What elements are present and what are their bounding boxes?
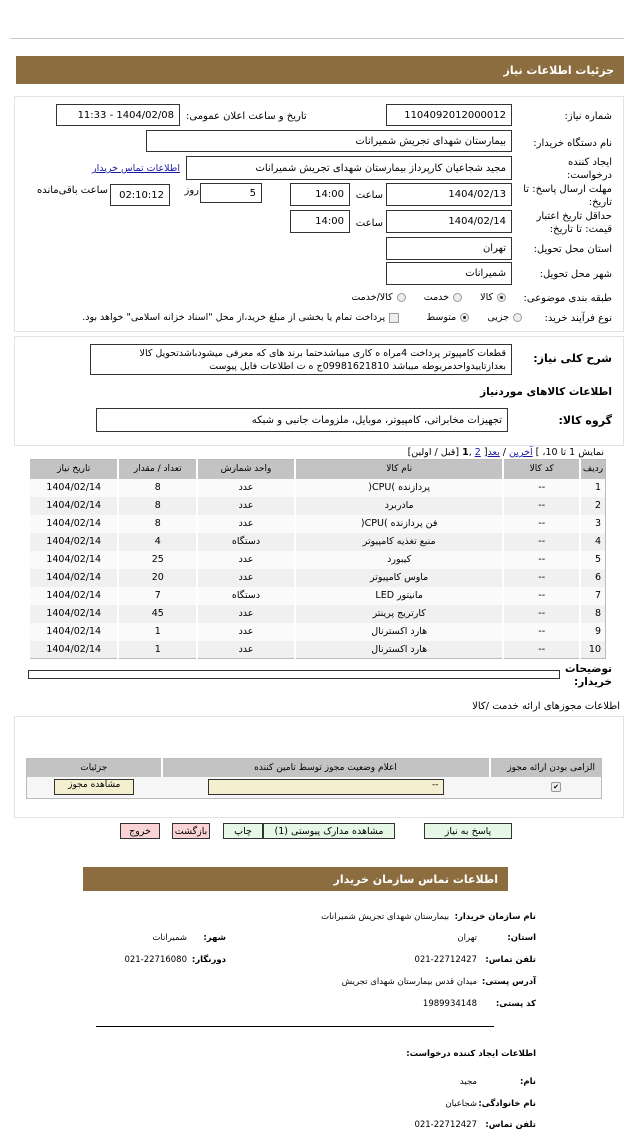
pagination-page-1: 1 xyxy=(462,447,469,458)
cell-name: هارد اکسترنال xyxy=(295,641,503,659)
table-row xyxy=(29,551,606,569)
radio-goods-service[interactable]: کالا/خدمت xyxy=(351,292,405,303)
description-field xyxy=(90,344,512,375)
pagination-last[interactable]: آخرین xyxy=(509,447,533,458)
table-row xyxy=(29,641,606,659)
need-number-field: 1104092012000012 xyxy=(386,104,512,126)
cell-name: منبع تغذیه کامپیوتر xyxy=(295,533,503,551)
validity-date-field: 1404/02/14 xyxy=(386,210,512,233)
table-row xyxy=(29,605,606,623)
remaining-label: ساعت باقی‌مانده xyxy=(36,185,108,196)
col-permit-status: اعلام وضعیت مجوز توسط تامین کننده xyxy=(162,759,490,777)
cell-code: -- xyxy=(503,515,580,533)
table-row xyxy=(29,533,606,551)
announce-field: 1404/02/08 - 11:33 xyxy=(56,104,180,126)
cell-unit: عدد xyxy=(197,641,295,659)
pagination-comma: , xyxy=(468,447,475,458)
buyer-org-field: بیمارستان شهدای تجریش شمیرانات xyxy=(146,130,512,152)
cell-row: 7 xyxy=(580,587,606,605)
cell-code: -- xyxy=(503,479,580,497)
goods-section-title: اطلاعات کالاهای موردنیاز xyxy=(480,386,612,398)
buyer-notes-label: توضیحات خریدار: xyxy=(564,663,612,688)
cell-qty: 20 xyxy=(118,569,197,587)
pagination-next[interactable]: بعد xyxy=(487,447,500,458)
family-label: نام خانوادگی: xyxy=(478,1099,536,1109)
cell-unit: دستگاه xyxy=(197,587,295,605)
exit-button[interactable]: خروج xyxy=(120,823,160,839)
reply-button[interactable]: پاسخ به نیاز xyxy=(424,823,512,839)
cell-unit: عدد xyxy=(197,623,295,641)
treasury-note: پرداخت تمام یا بخشی از مبلغ خرید،از محل "اسناد خزانه اسلامی" خواهد بود. xyxy=(82,312,386,323)
fax-label: دورنگار: xyxy=(191,955,226,965)
permits-table xyxy=(26,758,602,799)
cell-unit: عدد xyxy=(197,515,295,533)
city-label: شهر: xyxy=(203,933,226,943)
pagination-sep: / xyxy=(499,447,509,458)
pagination-bracket: [ xyxy=(483,447,488,458)
view-permit-button[interactable]: مشاهده مجوز xyxy=(54,779,134,795)
cell-date: 1404/02/14 xyxy=(29,623,118,641)
cell-row: 1 xyxy=(580,479,606,497)
validity-label: حداقل تاریخ اعتبار قیمت: تا تاریخ: xyxy=(536,211,612,235)
province-value: تهران xyxy=(457,933,477,943)
cell-name: مادربرد xyxy=(295,497,503,515)
cell-qty: 8 xyxy=(118,479,197,497)
postal-label: کد پستی: xyxy=(495,999,536,1009)
deadline-date-field: 1404/02/13 xyxy=(386,183,512,206)
cell-name: پردازنده )CPU( xyxy=(295,479,503,497)
process-label: نوع فرآیند خرید: xyxy=(544,313,612,324)
col-row: ردیف xyxy=(580,460,606,479)
name-value: مجید xyxy=(459,1077,477,1087)
city-value: شمیرانات xyxy=(152,933,187,943)
radio-minor[interactable]: جزیی xyxy=(487,312,522,323)
cell-qty: 7 xyxy=(118,587,197,605)
cell-code: -- xyxy=(503,641,580,659)
col-permit-details: جزئیات xyxy=(80,762,108,773)
creator-field: مجید شجاعیان کارپرداز بیمارستان شهدای تجریش شمیرانات xyxy=(186,156,512,180)
description-line: بعدازتاییدواحدمربوطه میباشد 09981621810ج ه ت اطلاعات فایل پیوست xyxy=(209,361,506,372)
cell-name: ماوس کامپیوتر xyxy=(295,569,503,587)
cell-unit: عدد xyxy=(197,569,295,587)
table-row xyxy=(29,623,606,641)
phone-value: 021-22712427 xyxy=(414,955,477,965)
creator-info-title: اطلاعات ایجاد کننده درخواست: xyxy=(406,1049,536,1059)
page-title: جزئیات اطلاعات نیاز xyxy=(16,56,624,84)
pagination xyxy=(408,447,604,458)
pagination-page-2[interactable]: 2 xyxy=(474,447,481,458)
days-field: 5 xyxy=(200,183,262,203)
col-permit-required: الزامی بودن ارائه مجوز xyxy=(507,762,595,773)
cell-qty: 25 xyxy=(118,551,197,569)
col-code: کد کالا xyxy=(503,460,580,479)
cell-unit: دستگاه xyxy=(197,533,295,551)
cell-qty: 4 xyxy=(118,533,197,551)
cell-row: 9 xyxy=(580,623,606,641)
cell-name: فن پردازنده )CPU( xyxy=(295,515,503,533)
cell-code: -- xyxy=(503,587,580,605)
cell-date: 1404/02/14 xyxy=(29,479,118,497)
cell-code: -- xyxy=(503,569,580,587)
table-row xyxy=(29,587,606,605)
validity-time-field: 14:00 xyxy=(290,210,350,233)
pagination-prev-first: [قبل / اولین] xyxy=(407,447,463,458)
goods-group-label: گروه کالا: xyxy=(558,414,612,427)
radio-goods[interactable]: کالا xyxy=(480,292,506,303)
pagination-info: نمایش 1 تا 10، ] xyxy=(535,447,604,458)
contact-org-row xyxy=(321,912,536,922)
description-label: شرح کلی نیاز: xyxy=(533,352,612,365)
cell-code: -- xyxy=(503,623,580,641)
province-label: استان محل تحویل: xyxy=(533,244,612,255)
attachments-button[interactable]: مشاهده مدارک پیوستی (1) xyxy=(263,823,395,839)
cell-name: هارد اکسترنال xyxy=(295,623,503,641)
table-row xyxy=(29,497,606,515)
city-label: شهر محل تحویل: xyxy=(539,269,612,280)
cell-row: 8 xyxy=(580,605,606,623)
cell-row: 10 xyxy=(580,641,606,659)
org-value: بیمارستان شهدای تجریش شمیرانات xyxy=(321,912,450,922)
radio-medium[interactable]: متوسط xyxy=(426,312,469,323)
col-name: نام کالا xyxy=(295,460,503,479)
cell-code: -- xyxy=(503,533,580,551)
goods-table-header xyxy=(29,460,606,479)
cell-unit: عدد xyxy=(197,551,295,569)
address-value: میدان قدس بیمارستان شهدای تجریش xyxy=(341,977,477,987)
cell-qty: 1 xyxy=(118,641,197,659)
cell-date: 1404/02/14 xyxy=(29,587,118,605)
goods-group-field: تجهیزات مخابراتی، کامپیوتر، موبایل، ملزومات جانبی و شبکه xyxy=(96,408,508,432)
org-label: نام سازمان خریدار: xyxy=(454,912,536,922)
address-label: آدرس پستی: xyxy=(481,977,536,987)
cell-code: -- xyxy=(503,605,580,623)
cell-unit: عدد xyxy=(197,497,295,515)
buyer-contact-link[interactable]: اطلاعات تماس خریدار xyxy=(91,163,180,174)
cell-unit: عدد xyxy=(197,605,295,623)
name-label: نام: xyxy=(519,1077,536,1087)
contact-title: اطلاعات تماس سازمان خریدار xyxy=(83,867,508,891)
table-row xyxy=(29,515,606,533)
description-line: قطعات کامپیوتر پرداخت 4مراه ه کاری میباشدحتما برند های که معرفی میشودباشدتحویل کالا xyxy=(139,348,506,359)
family-value: شجاعیان xyxy=(445,1099,477,1109)
cell-row: 6 xyxy=(580,569,606,587)
creator-phone-value: 021-22712427 xyxy=(414,1120,477,1130)
cell-row: 3 xyxy=(580,515,606,533)
creator-phone-label: تلفن تماس: xyxy=(485,1120,536,1130)
province-field: تهران xyxy=(386,237,512,260)
buyer-org-label: نام دستگاه خریدار: xyxy=(533,138,612,149)
validity-time-label: ساعت xyxy=(355,218,383,229)
cell-name: کارتریج پرینتر xyxy=(295,605,503,623)
treasury-checkbox[interactable] xyxy=(385,312,399,323)
col-unit: واحد شمارش xyxy=(197,460,295,479)
deadline-label: مهلت ارسال پاسخ: تا تاریخ: xyxy=(523,184,612,208)
days-label: روز xyxy=(184,185,199,196)
postal-value: 1989934148 xyxy=(422,999,477,1009)
col-date: تاریخ نیاز xyxy=(29,460,118,479)
cell-date: 1404/02/14 xyxy=(29,497,118,515)
phone-label: تلفن تماس: xyxy=(485,955,536,965)
cell-row: 4 xyxy=(580,533,606,551)
cell-date: 1404/02/14 xyxy=(29,605,118,623)
print-button[interactable]: چاپ xyxy=(223,823,263,839)
creator-label: ایجاد کننده درخواست: xyxy=(567,157,612,181)
cell-date: 1404/02/14 xyxy=(29,515,118,533)
cell-date: 1404/02/14 xyxy=(29,533,118,551)
permit-required-checkbox: ✔ xyxy=(551,782,561,792)
cell-date: 1404/02/14 xyxy=(29,569,118,587)
col-qty: تعداد / مقدار xyxy=(118,460,197,479)
top-divider xyxy=(10,38,624,39)
cell-row: 5 xyxy=(580,551,606,569)
cell-qty: 1 xyxy=(118,623,197,641)
province-label: استان: xyxy=(507,933,536,943)
fax-value: 021-22716080 xyxy=(124,955,187,965)
cell-unit: عدد xyxy=(197,479,295,497)
table-row xyxy=(29,479,606,497)
remaining-time-field: 02:10:12 xyxy=(110,184,170,206)
cell-date: 1404/02/14 xyxy=(29,551,118,569)
cell-row: 2 xyxy=(580,497,606,515)
need-number-label: شماره نیاز: xyxy=(564,111,612,122)
permits-title: اطلاعات مجوزهای ارائه خدمت /کالا xyxy=(472,701,620,712)
process-radio-group xyxy=(82,312,522,323)
cell-name: کیبورد xyxy=(295,551,503,569)
buyer-notes-field xyxy=(28,670,560,679)
category-radio-group xyxy=(351,292,506,303)
cell-qty: 8 xyxy=(118,497,197,515)
cell-date: 1404/02/14 xyxy=(29,641,118,659)
permit-status-field: -- xyxy=(208,779,444,795)
cell-code: -- xyxy=(503,551,580,569)
back-button[interactable]: بازگشت xyxy=(172,823,210,839)
cell-name: مانیتور LED xyxy=(295,587,503,605)
table-row xyxy=(29,569,606,587)
category-label: طبقه بندی موضوعی: xyxy=(523,293,612,304)
cell-code: -- xyxy=(503,497,580,515)
cell-qty: 8 xyxy=(118,515,197,533)
goods-table xyxy=(28,459,606,659)
deadline-time-label: ساعت xyxy=(355,190,383,201)
contact-divider xyxy=(96,1026,494,1027)
deadline-time-field: 14:00 xyxy=(290,183,350,206)
announce-label: تاریخ و ساعت اعلان عمومی: xyxy=(186,111,307,122)
city-field: شمیرانات xyxy=(386,262,512,285)
radio-service[interactable]: خدمت xyxy=(424,292,462,303)
cell-qty: 45 xyxy=(118,605,197,623)
